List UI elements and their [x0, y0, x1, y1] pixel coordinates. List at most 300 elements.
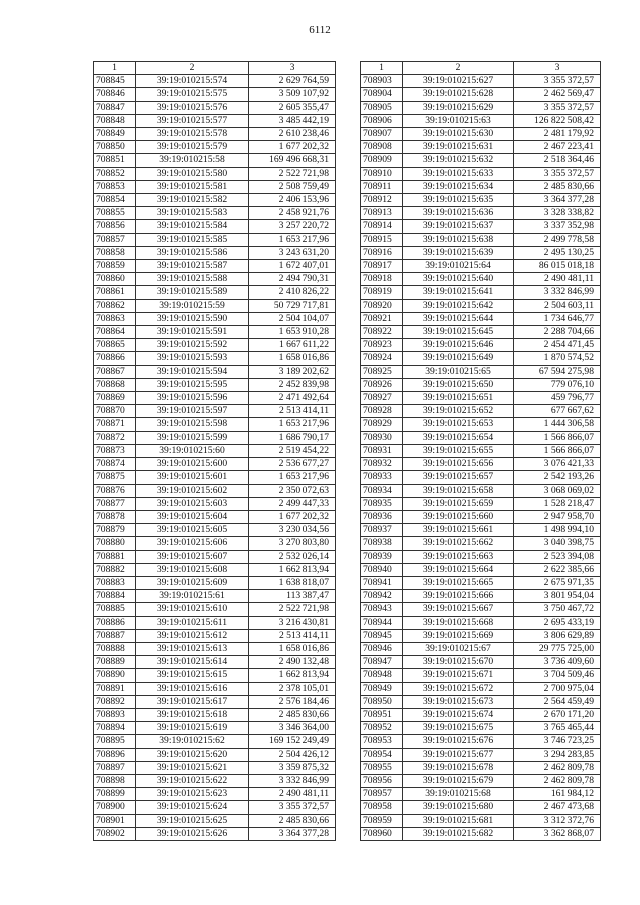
- table-row: [361, 827, 601, 840]
- value-cell: 169 496 668,31: [249, 154, 336, 167]
- cadastral-number-cell: 39:19:010215:618: [136, 708, 249, 721]
- row-id-cell: 708913: [361, 207, 403, 220]
- row-id-cell: 708928: [361, 405, 403, 418]
- value-cell: 2 523 394,08: [514, 550, 601, 563]
- row-id-cell: 708900: [94, 801, 136, 814]
- cadastral-number-cell: 39:19:010215:63: [403, 114, 514, 127]
- cadastral-number-cell: 39:19:010215:641: [403, 286, 514, 299]
- row-id-cell: 708911: [361, 180, 403, 193]
- value-cell: 2 452 839,98: [249, 378, 336, 391]
- table-row: [94, 603, 336, 616]
- cadastral-number-cell: 39:19:010215:594: [136, 365, 249, 378]
- table-row: [94, 326, 336, 339]
- value-cell: 3 294 283,85: [514, 748, 601, 761]
- row-id-cell: 708862: [94, 299, 136, 312]
- value-cell: 3 076 421,33: [514, 458, 601, 471]
- table-row: [94, 616, 336, 629]
- row-id-cell: 708889: [94, 656, 136, 669]
- table-row: [94, 682, 336, 695]
- row-id-cell: 708934: [361, 484, 403, 497]
- row-id-cell: 708846: [94, 88, 136, 101]
- value-cell: 1 870 574,52: [514, 352, 601, 365]
- value-cell: 2 508 759,49: [249, 180, 336, 193]
- value-cell: 29 775 725,00: [514, 642, 601, 655]
- table-row: [361, 735, 601, 748]
- row-id-cell: 708912: [361, 194, 403, 207]
- value-cell: 2 522 721,98: [249, 603, 336, 616]
- cadastral-number-cell: 39:19:010215:654: [403, 431, 514, 444]
- value-cell: 2 522 721,98: [249, 167, 336, 180]
- cadastral-number-cell: 39:19:010215:637: [403, 220, 514, 233]
- table-row: [94, 88, 336, 101]
- row-id-cell: 708908: [361, 141, 403, 154]
- value-cell: 1 444 306,58: [514, 418, 601, 431]
- table-row: [94, 299, 336, 312]
- table-row: [361, 260, 601, 273]
- table-row: [94, 510, 336, 523]
- cadastral-number-cell: 39:19:010215:609: [136, 576, 249, 589]
- row-id-cell: 708859: [94, 260, 136, 273]
- value-cell: 3 364 377,28: [249, 827, 336, 840]
- table-row: [361, 444, 601, 457]
- table-body-right: [361, 75, 601, 841]
- cadastral-number-cell: 39:19:010215:638: [403, 233, 514, 246]
- table-row: [94, 233, 336, 246]
- row-id-cell: 708883: [94, 576, 136, 589]
- value-cell: 2 288 704,66: [514, 326, 601, 339]
- row-id-cell: 708866: [94, 352, 136, 365]
- table-header-row: [361, 62, 601, 75]
- value-cell: 1 658 016,86: [249, 352, 336, 365]
- table-row: [94, 194, 336, 207]
- row-id-cell: 708884: [94, 590, 136, 603]
- value-cell: 2 458 921,76: [249, 207, 336, 220]
- cadastral-number-cell: 39:19:010215:681: [403, 814, 514, 827]
- table-row: [94, 642, 336, 655]
- cadastral-number-cell: 39:19:010215:599: [136, 431, 249, 444]
- table-header-row: [94, 62, 336, 75]
- table-row: [94, 471, 336, 484]
- table-row: [94, 537, 336, 550]
- row-id-cell: 708951: [361, 708, 403, 721]
- value-cell: 3 337 352,98: [514, 220, 601, 233]
- table-row: [94, 458, 336, 471]
- table-row: [361, 537, 601, 550]
- row-id-cell: 708865: [94, 339, 136, 352]
- table-row: [94, 286, 336, 299]
- value-cell: 2 532 026,14: [249, 550, 336, 563]
- table-row: [361, 299, 601, 312]
- cadastral-number-cell: 39:19:010215:601: [136, 471, 249, 484]
- table-row: [94, 669, 336, 682]
- table-row: [361, 814, 601, 827]
- row-id-cell: 708899: [94, 788, 136, 801]
- cadastral-number-cell: 39:19:010215:600: [136, 458, 249, 471]
- table-row: [94, 695, 336, 708]
- table-row: [94, 273, 336, 286]
- row-id-cell: 708933: [361, 471, 403, 484]
- table-row: [361, 748, 601, 761]
- value-cell: 1 498 994,10: [514, 524, 601, 537]
- value-cell: 3 346 364,00: [249, 722, 336, 735]
- row-id-cell: 708922: [361, 326, 403, 339]
- value-cell: 3 068 069,02: [514, 484, 601, 497]
- row-id-cell: 708868: [94, 378, 136, 391]
- value-cell: 2 576 184,46: [249, 695, 336, 708]
- row-id-cell: 708925: [361, 365, 403, 378]
- table-row: [361, 801, 601, 814]
- row-id-cell: 708875: [94, 471, 136, 484]
- cadastral-number-cell: 39:19:010215:580: [136, 167, 249, 180]
- cadastral-number-cell: 39:19:010215:652: [403, 405, 514, 418]
- cadastral-number-cell: 39:19:010215:576: [136, 101, 249, 114]
- value-cell: 3 362 868,07: [514, 827, 601, 840]
- row-id-cell: 708860: [94, 273, 136, 286]
- value-cell: 3 270 803,80: [249, 537, 336, 550]
- cadastral-number-cell: 39:19:010215:596: [136, 392, 249, 405]
- table-row: [94, 260, 336, 273]
- value-cell: 1 677 202,32: [249, 510, 336, 523]
- row-id-cell: 708857: [94, 233, 136, 246]
- cadastral-number-cell: 39:19:010215:660: [403, 510, 514, 523]
- table-row: [361, 550, 601, 563]
- row-id-cell: 708858: [94, 246, 136, 259]
- value-cell: 2 454 471,45: [514, 339, 601, 352]
- value-cell: 2 467 223,41: [514, 141, 601, 154]
- row-id-cell: 708905: [361, 101, 403, 114]
- value-cell: 126 822 508,42: [514, 114, 601, 127]
- table-row: [361, 563, 601, 576]
- value-cell: 2 610 238,46: [249, 128, 336, 141]
- row-id-cell: 708936: [361, 510, 403, 523]
- row-id-cell: 708943: [361, 603, 403, 616]
- value-cell: 677 667,62: [514, 405, 601, 418]
- row-id-cell: 708855: [94, 207, 136, 220]
- row-id-cell: 708940: [361, 563, 403, 576]
- row-id-cell: 708877: [94, 497, 136, 510]
- value-cell: 3 485 442,19: [249, 114, 336, 127]
- cadastral-number-cell: 39:19:010215:582: [136, 194, 249, 207]
- value-cell: 2 462 809,78: [514, 774, 601, 787]
- cadastral-number-cell: 39:19:010215:679: [403, 774, 514, 787]
- table-row: [361, 88, 601, 101]
- table-row: [361, 669, 601, 682]
- cadastral-number-cell: 39:19:010215:645: [403, 326, 514, 339]
- value-cell: 3 040 398,75: [514, 537, 601, 550]
- cadastral-number-cell: 39:19:010215:607: [136, 550, 249, 563]
- cadastral-number-cell: 39:19:010215:59: [136, 299, 249, 312]
- table-row: [94, 365, 336, 378]
- row-id-cell: 708915: [361, 233, 403, 246]
- cadastral-number-cell: 39:19:010215:604: [136, 510, 249, 523]
- row-id-cell: 708956: [361, 774, 403, 787]
- row-id-cell: 708849: [94, 128, 136, 141]
- value-cell: 1 662 813,94: [249, 563, 336, 576]
- value-cell: 2 504 426,12: [249, 748, 336, 761]
- row-id-cell: 708931: [361, 444, 403, 457]
- row-id-cell: 708861: [94, 286, 136, 299]
- value-cell: 3 328 338,82: [514, 207, 601, 220]
- page-number: 6112: [309, 24, 331, 36]
- table-row: [361, 656, 601, 669]
- value-cell: 3 189 202,62: [249, 365, 336, 378]
- cadastral-number-cell: 39:19:010215:58: [136, 154, 249, 167]
- row-id-cell: 708949: [361, 682, 403, 695]
- row-id-cell: 708901: [94, 814, 136, 827]
- cadastral-number-cell: 39:19:010215:64: [403, 260, 514, 273]
- table-row: [361, 418, 601, 431]
- table-row: [94, 128, 336, 141]
- row-id-cell: 708957: [361, 788, 403, 801]
- cadastral-number-cell: 39:19:010215:658: [403, 484, 514, 497]
- row-id-cell: 708954: [361, 748, 403, 761]
- value-cell: 2 513 414,11: [249, 405, 336, 418]
- cadastral-number-cell: 39:19:010215:62: [136, 735, 249, 748]
- row-id-cell: 708910: [361, 167, 403, 180]
- value-cell: 169 152 249,49: [249, 735, 336, 748]
- row-id-cell: 708870: [94, 405, 136, 418]
- value-cell: 2 378 105,01: [249, 682, 336, 695]
- table-row: [361, 431, 601, 444]
- value-cell: 3 750 467,72: [514, 603, 601, 616]
- row-id-cell: 708871: [94, 418, 136, 431]
- table-row: [361, 141, 601, 154]
- row-id-cell: 708932: [361, 458, 403, 471]
- table-row: [94, 735, 336, 748]
- row-id-cell: 708944: [361, 616, 403, 629]
- value-cell: 3 355 372,57: [514, 167, 601, 180]
- value-cell: 2 695 433,19: [514, 616, 601, 629]
- row-id-cell: 708864: [94, 326, 136, 339]
- cadastral-number-cell: 39:19:010215:646: [403, 339, 514, 352]
- cadastral-number-cell: 39:19:010215:656: [403, 458, 514, 471]
- table-row: [361, 114, 601, 127]
- value-cell: 1 566 866,07: [514, 431, 601, 444]
- cadastral-number-cell: 39:19:010215:651: [403, 392, 514, 405]
- value-cell: 113 387,47: [249, 590, 336, 603]
- cadastral-number-cell: 39:19:010215:613: [136, 642, 249, 655]
- cadastral-number-cell: 39:19:010215:633: [403, 167, 514, 180]
- cadastral-number-cell: 39:19:010215:617: [136, 695, 249, 708]
- cadastral-number-cell: 39:19:010215:603: [136, 497, 249, 510]
- value-cell: 3 806 629,89: [514, 629, 601, 642]
- row-id-cell: 708872: [94, 431, 136, 444]
- cadastral-number-cell: 39:19:010215:574: [136, 75, 249, 88]
- value-cell: 2 542 193,26: [514, 471, 601, 484]
- table-row: [94, 405, 336, 418]
- value-cell: 2 485 830,66: [249, 708, 336, 721]
- value-cell: 2 700 975,04: [514, 682, 601, 695]
- table-row: [361, 392, 601, 405]
- table-row: [361, 405, 601, 418]
- value-cell: 1 658 016,86: [249, 642, 336, 655]
- row-id-cell: 708851: [94, 154, 136, 167]
- cadastral-number-cell: 39:19:010215:634: [403, 180, 514, 193]
- cadastral-number-cell: 39:19:010215:621: [136, 761, 249, 774]
- value-cell: 3 332 846,99: [514, 286, 601, 299]
- cadastral-number-cell: 39:19:010215:626: [136, 827, 249, 840]
- table-row: [94, 827, 336, 840]
- cadastral-number-cell: 39:19:010215:642: [403, 299, 514, 312]
- cadastral-number-cell: 39:19:010215:659: [403, 497, 514, 510]
- value-cell: 2 467 473,68: [514, 801, 601, 814]
- value-cell: 459 796,77: [514, 392, 601, 405]
- table-row: [94, 814, 336, 827]
- row-id-cell: 708955: [361, 761, 403, 774]
- table-row: [94, 801, 336, 814]
- row-id-cell: 708942: [361, 590, 403, 603]
- row-id-cell: 708876: [94, 484, 136, 497]
- value-cell: 2 485 830,66: [249, 814, 336, 827]
- row-id-cell: 708950: [361, 695, 403, 708]
- value-cell: 2 519 454,22: [249, 444, 336, 457]
- value-cell: 2 462 569,47: [514, 88, 601, 101]
- row-id-cell: 708897: [94, 761, 136, 774]
- row-id-cell: 708941: [361, 576, 403, 589]
- row-id-cell: 708920: [361, 299, 403, 312]
- table-row: [94, 761, 336, 774]
- cadastral-number-cell: 39:19:010215:605: [136, 524, 249, 537]
- value-cell: 1 662 813,94: [249, 669, 336, 682]
- cadastral-number-cell: 39:19:010215:624: [136, 801, 249, 814]
- cadastral-number-cell: 39:19:010215:585: [136, 233, 249, 246]
- cadastral-number-cell: 39:19:010215:593: [136, 352, 249, 365]
- table-row: [361, 471, 601, 484]
- value-cell: 2 490 132,48: [249, 656, 336, 669]
- row-id-cell: 708845: [94, 75, 136, 88]
- cadastral-number-cell: 39:19:010215:636: [403, 207, 514, 220]
- cadastral-number-cell: 39:19:010215:669: [403, 629, 514, 642]
- table-row: [94, 339, 336, 352]
- table-row: [361, 220, 601, 233]
- row-id-cell: 708895: [94, 735, 136, 748]
- value-cell: 3 359 875,32: [249, 761, 336, 774]
- row-id-cell: 708952: [361, 722, 403, 735]
- table-row: [94, 656, 336, 669]
- table-row: [361, 629, 601, 642]
- table-row: [361, 458, 601, 471]
- row-id-cell: 708890: [94, 669, 136, 682]
- column-header-1: 1: [361, 62, 403, 75]
- table-row: [94, 788, 336, 801]
- row-id-cell: 708945: [361, 629, 403, 642]
- table-row: [361, 128, 601, 141]
- cadastral-number-cell: 39:19:010215:668: [403, 616, 514, 629]
- table-row: [361, 180, 601, 193]
- table-row: [361, 339, 601, 352]
- column-header-1: 1: [94, 62, 136, 75]
- table-row: [361, 695, 601, 708]
- table-row: [361, 484, 601, 497]
- row-id-cell: 708914: [361, 220, 403, 233]
- table-row: [94, 207, 336, 220]
- value-cell: 1 653 217,96: [249, 471, 336, 484]
- cadastral-number-cell: 39:19:010215:657: [403, 471, 514, 484]
- cadastral-number-cell: 39:19:010215:622: [136, 774, 249, 787]
- cadastral-number-cell: 39:19:010215:667: [403, 603, 514, 616]
- cadastral-number-cell: 39:19:010215:673: [403, 695, 514, 708]
- cadastral-number-cell: 39:19:010215:575: [136, 88, 249, 101]
- value-cell: 1 566 866,07: [514, 444, 601, 457]
- value-cell: 2 504 104,07: [249, 312, 336, 325]
- table-row: [361, 194, 601, 207]
- cadastral-number-cell: 39:19:010215:630: [403, 128, 514, 141]
- row-id-cell: 708863: [94, 312, 136, 325]
- value-cell: 3 312 372,76: [514, 814, 601, 827]
- value-cell: 2 564 459,49: [514, 695, 601, 708]
- value-cell: 2 629 764,59: [249, 75, 336, 88]
- value-cell: 2 536 677,27: [249, 458, 336, 471]
- cadastral-number-cell: 39:19:010215:590: [136, 312, 249, 325]
- table-row: [94, 418, 336, 431]
- cadastral-number-cell: 39:19:010215:670: [403, 656, 514, 669]
- value-cell: 2 406 153,96: [249, 194, 336, 207]
- value-cell: 1 653 217,96: [249, 418, 336, 431]
- row-id-cell: 708907: [361, 128, 403, 141]
- value-cell: 3 801 954,04: [514, 590, 601, 603]
- row-id-cell: 708960: [361, 827, 403, 840]
- cadastral-number-cell: 39:19:010215:635: [403, 194, 514, 207]
- value-cell: 1 686 790,17: [249, 431, 336, 444]
- row-id-cell: 708903: [361, 75, 403, 88]
- value-cell: 2 499 778,58: [514, 233, 601, 246]
- row-id-cell: 708867: [94, 365, 136, 378]
- value-cell: 2 504 603,11: [514, 299, 601, 312]
- row-id-cell: 708874: [94, 458, 136, 471]
- value-cell: 3 509 107,92: [249, 88, 336, 101]
- table-row: [94, 246, 336, 259]
- value-cell: 2 518 364,46: [514, 154, 601, 167]
- cadastral-number-cell: 39:19:010215:677: [403, 748, 514, 761]
- row-id-cell: 708924: [361, 352, 403, 365]
- value-cell: 3 704 509,46: [514, 669, 601, 682]
- row-id-cell: 708926: [361, 378, 403, 391]
- cadastral-number-cell: 39:19:010215:653: [403, 418, 514, 431]
- table-row: [94, 497, 336, 510]
- row-id-cell: 708850: [94, 141, 136, 154]
- row-id-cell: 708916: [361, 246, 403, 259]
- table-row: [94, 378, 336, 391]
- cadastral-number-cell: 39:19:010215:597: [136, 405, 249, 418]
- value-cell: 3 765 465,44: [514, 722, 601, 735]
- table-row: [361, 590, 601, 603]
- cadastral-number-cell: 39:19:010215:628: [403, 88, 514, 101]
- table-row: [361, 774, 601, 787]
- table-row: [361, 524, 601, 537]
- table-row: [94, 484, 336, 497]
- value-cell: 2 490 481,11: [249, 788, 336, 801]
- column-header-3: 3: [249, 62, 336, 75]
- cadastral-number-cell: 39:19:010215:595: [136, 378, 249, 391]
- value-cell: 2 605 355,47: [249, 101, 336, 114]
- cadastral-number-cell: 39:19:010215:627: [403, 75, 514, 88]
- row-id-cell: 708958: [361, 801, 403, 814]
- row-id-cell: 708888: [94, 642, 136, 655]
- cadastral-number-cell: 39:19:010215:674: [403, 708, 514, 721]
- value-cell: 3 355 372,57: [514, 75, 601, 88]
- cadastral-number-cell: 39:19:010215:664: [403, 563, 514, 576]
- cadastral-number-cell: 39:19:010215:650: [403, 378, 514, 391]
- row-id-cell: 708930: [361, 431, 403, 444]
- row-id-cell: 708878: [94, 510, 136, 523]
- cadastral-number-cell: 39:19:010215:612: [136, 629, 249, 642]
- cadastral-number-cell: 39:19:010215:661: [403, 524, 514, 537]
- table-row: [94, 563, 336, 576]
- cadastral-number-cell: 39:19:010215:614: [136, 656, 249, 669]
- row-id-cell: 708887: [94, 629, 136, 642]
- cadastral-number-cell: 39:19:010215:581: [136, 180, 249, 193]
- cadastral-number-cell: 39:19:010215:676: [403, 735, 514, 748]
